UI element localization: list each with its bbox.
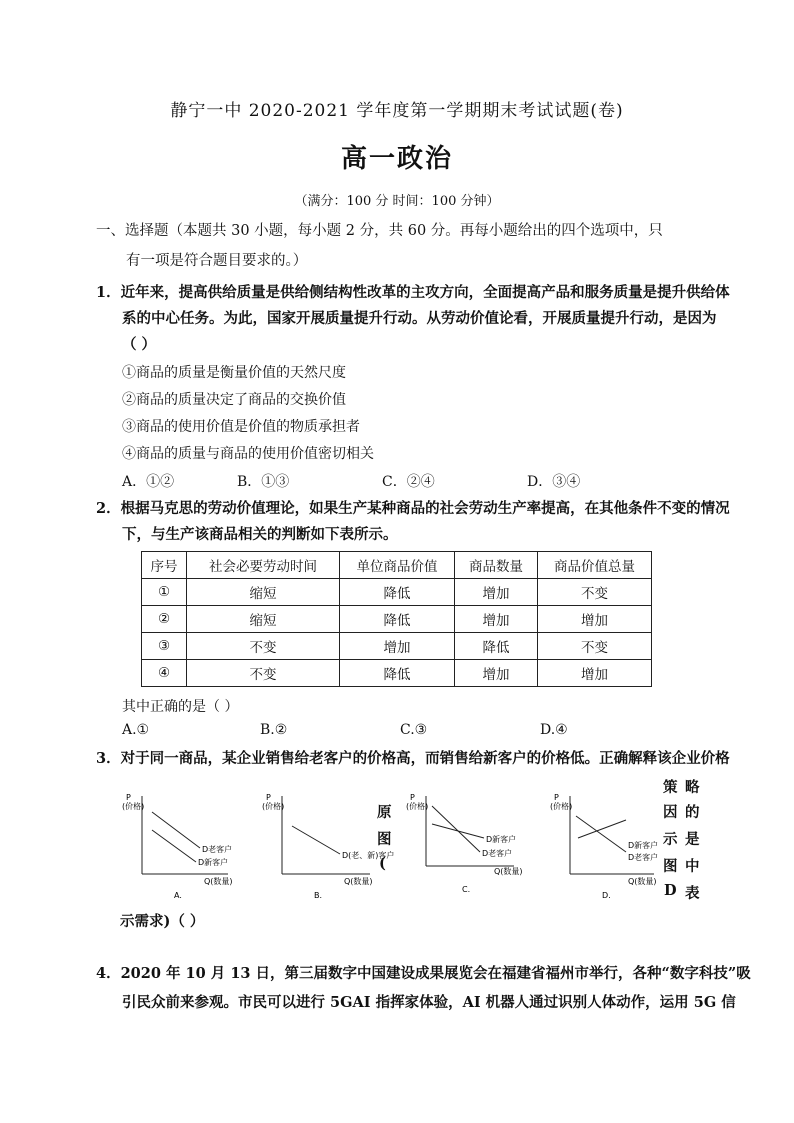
table-cell: 增加 bbox=[538, 606, 652, 633]
q3-wrap-char: 图 bbox=[663, 858, 678, 875]
q3-line-end: 示需求)（ ） bbox=[120, 913, 205, 930]
q3-wrap-char: ( bbox=[379, 855, 386, 872]
table-cell: ④ bbox=[142, 660, 187, 687]
table-header: 社会必要劳动时间 bbox=[187, 552, 340, 579]
table-header-row bbox=[142, 552, 652, 579]
table-header: 单位商品价值 bbox=[340, 552, 455, 579]
graph-curve-label: D新客户 bbox=[486, 835, 517, 844]
q3-wrap-char: 略 bbox=[685, 779, 700, 796]
table-row bbox=[142, 633, 652, 660]
graph-curve-label: D老客户 bbox=[628, 853, 659, 862]
table-cell: 增加 bbox=[455, 606, 538, 633]
q1-item-1: ①商品的质量是衡量价值的天然尺度 bbox=[122, 365, 346, 381]
q2-option-d[interactable]: D.④ bbox=[540, 722, 568, 738]
exam-title: 静宁一中 2020-2021 学年度第一学期期末考试试题(卷) bbox=[170, 101, 624, 121]
q3-wrap-char: 策 bbox=[663, 779, 678, 796]
q1-option-b[interactable]: B．①③ bbox=[237, 474, 290, 490]
q1-option-d[interactable]: D．③④ bbox=[527, 474, 581, 490]
graph-x-label: Q(数量) bbox=[628, 877, 657, 886]
section-instructions-line2: 有一项是符合题目要求的。） bbox=[126, 253, 308, 269]
table-row bbox=[142, 606, 652, 633]
subject-title: 高一政治 bbox=[340, 144, 453, 174]
graph-y-label: P bbox=[266, 793, 271, 802]
table-cell: 不变 bbox=[538, 579, 652, 606]
table-cell: 增加 bbox=[538, 660, 652, 687]
table-row bbox=[142, 579, 652, 606]
graph-option-label: C. bbox=[462, 885, 471, 894]
q2-line1: 2．根据马克思的劳动价值理论，如果生产某种商品的社会劳动生产率提高，在其他条件不变的情况 bbox=[96, 500, 730, 517]
graph-y-label: P bbox=[410, 793, 415, 802]
graph-x-label: Q(数量) bbox=[204, 877, 233, 886]
graph-y-label-sub: (价格) bbox=[262, 802, 285, 811]
q3-wrap-char: 中 bbox=[685, 858, 700, 875]
table-cell: 不变 bbox=[538, 633, 652, 660]
graph-option-label: D. bbox=[602, 891, 611, 900]
q1-item-3: ③商品的使用价值是价值的物质承担者 bbox=[122, 419, 360, 435]
table-header: 商品价值总量 bbox=[538, 552, 652, 579]
q2-prompt: 其中正确的是（ ） bbox=[122, 699, 239, 715]
table-cell: 不变 bbox=[187, 660, 340, 687]
q1-item-4: ④商品的质量与商品的使用价值密切相关 bbox=[122, 446, 374, 462]
table-header: 序号 bbox=[142, 552, 187, 579]
table-cell: ③ bbox=[142, 633, 187, 660]
q1-option-a[interactable]: A．①② bbox=[122, 474, 175, 490]
table-cell: 缩短 bbox=[187, 579, 340, 606]
table-cell: ① bbox=[142, 579, 187, 606]
q2-line2: 下，与生产该商品相关的判断如下表所示。 bbox=[122, 526, 398, 543]
graph-y-label-sub: (价格) bbox=[122, 802, 145, 811]
q3-wrap-char: 示 bbox=[663, 831, 678, 848]
q3-wrap-char: 是 bbox=[685, 831, 700, 848]
table-cell: ② bbox=[142, 606, 187, 633]
table-header: 商品数量 bbox=[455, 552, 538, 579]
q3-graph-d bbox=[546, 790, 664, 900]
table-row bbox=[142, 660, 652, 687]
graph-y-label: P bbox=[126, 793, 131, 802]
q2-option-c[interactable]: C.③ bbox=[400, 722, 428, 738]
graph-x-label: Q(数量) bbox=[494, 867, 523, 876]
q3-wrap-char: 图 bbox=[377, 831, 392, 848]
graph-y-label-sub: (价格) bbox=[550, 802, 573, 811]
table-cell: 降低 bbox=[340, 606, 455, 633]
q3-line1: 3．对于同一商品，某企业销售给老客户的价格高，而销售给新客户的价格低。正确解释该企业价格 bbox=[96, 750, 730, 767]
exam-info: （满分：100 分 时间：100 分钟） bbox=[294, 194, 500, 209]
q2-option-b[interactable]: B.② bbox=[260, 722, 288, 738]
q1-item-2: ②商品的质量决定了商品的交换价值 bbox=[122, 392, 346, 408]
q1-option-c[interactable]: C．②④ bbox=[382, 474, 435, 490]
q1-line3: （ ） bbox=[122, 336, 157, 353]
q3-wrap-char: 表 bbox=[685, 885, 700, 902]
table-cell: 降低 bbox=[340, 660, 455, 687]
q2-table bbox=[141, 551, 652, 687]
graph-curve-label: D老客户 bbox=[482, 849, 513, 858]
graph-option-label: B. bbox=[314, 891, 323, 900]
q3-wrap-char: 原 bbox=[377, 804, 392, 821]
graph-x-label: Q(数量) bbox=[344, 877, 373, 886]
table-cell: 降低 bbox=[455, 633, 538, 660]
graph-curve-label: D新客户 bbox=[198, 858, 229, 867]
table-cell: 增加 bbox=[455, 579, 538, 606]
graph-y-label: P bbox=[554, 793, 559, 802]
q4-line1: 4．2020 年 10 月 13 日，第三届数字中国建设成果展览会在福建省福州市举行，各种“数字科技”吸 bbox=[96, 965, 751, 982]
table-cell: 增加 bbox=[340, 633, 455, 660]
q3-wrap-char: D bbox=[664, 882, 677, 899]
table-cell: 不变 bbox=[187, 633, 340, 660]
graph-curve-label: D(老、新)客户 bbox=[342, 851, 395, 860]
q3-graph-b bbox=[258, 790, 395, 900]
graph-option-label: A. bbox=[174, 891, 182, 900]
q1-line1: 1．近年来，提高供给质量是供给侧结构性改革的主攻方向，全面提高产品和服务质量是提升供给体 bbox=[96, 284, 730, 301]
q3-wrap-char: 因 bbox=[663, 804, 678, 821]
q3-wrap-char: 的 bbox=[685, 804, 700, 821]
q4-line2: 引民众前来参观。市民可以进行 5GAI 指挥家体验，AI 机器人通过识别人体动作，运用 5G 信 bbox=[122, 994, 736, 1011]
table-cell: 增加 bbox=[455, 660, 538, 687]
table-cell: 缩短 bbox=[187, 606, 340, 633]
section-instructions-line1: 一、选择题（本题共 30 小题，每小题 2 分，共 60 分。再每小题给出的四个选项中，只 bbox=[96, 223, 663, 239]
graph-y-label-sub: (价格) bbox=[406, 802, 429, 811]
table-cell: 降低 bbox=[340, 579, 455, 606]
q1-line2: 系的中心任务。为此，国家开展质量提升行动。从劳动价值论看，开展质量提升行动，是因为 bbox=[122, 310, 717, 327]
q3-graph-c bbox=[402, 790, 527, 900]
q3-graph-a bbox=[118, 790, 238, 900]
graph-curve-label: D老客户 bbox=[202, 845, 233, 854]
graph-curve-label: D新客户 bbox=[628, 841, 659, 850]
q2-option-a[interactable]: A.① bbox=[122, 722, 150, 738]
